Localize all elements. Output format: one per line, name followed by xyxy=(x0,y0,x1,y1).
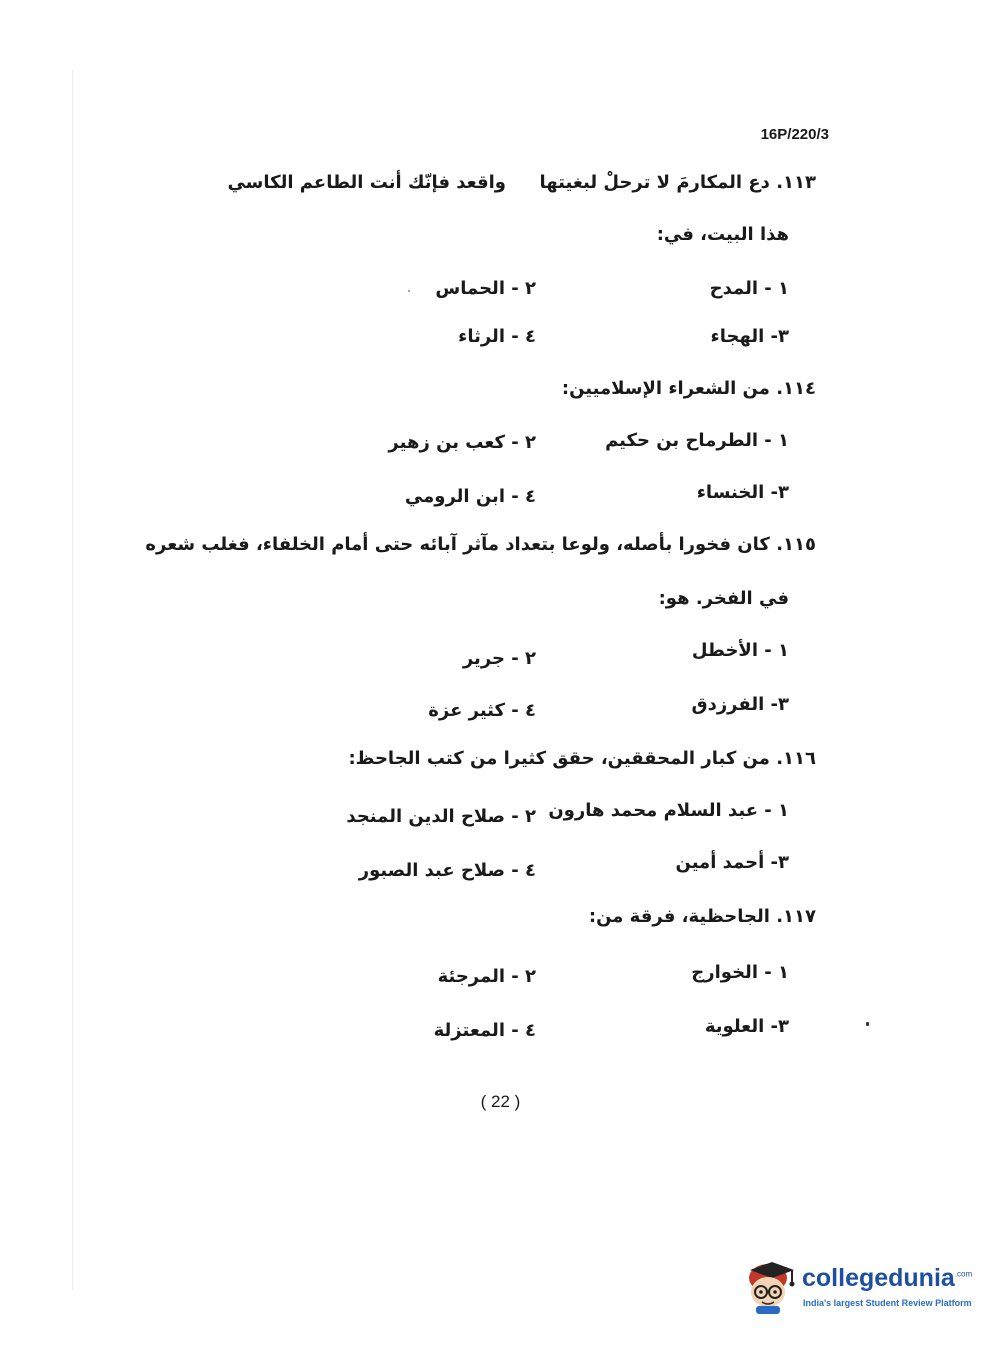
question-116 xyxy=(348,748,816,769)
question-115-sub: في الفخر. هو: xyxy=(658,588,789,609)
question-text: من كبار المحققين، حقق كثيرا من كتب الجاحظ: xyxy=(348,748,770,769)
question-text: كان فخورا بأصله، ولوعا بتعداد مآثر آبائه حتى أمام الخلفاء، فغلب شعره xyxy=(145,534,770,555)
option-1: ١ - الخوارج xyxy=(691,962,789,983)
verse-second-hemistich: واقعد فإنّك أنت الطاعم الكاسي xyxy=(227,172,506,193)
option-3: ٣- العلوية xyxy=(704,1016,789,1037)
option-2: ٢ - الحماس xyxy=(435,278,536,299)
question-114 xyxy=(562,378,816,399)
question-text: الجاحظية، فرقة من: xyxy=(588,906,770,927)
question-number: ١١٤. xyxy=(776,378,816,399)
option-1: ١ - المدح xyxy=(709,278,789,299)
option-3: ٣- أحمد أمين xyxy=(675,852,789,873)
option-2: ٢ - جرير xyxy=(462,648,536,669)
option-4: ٤ - صلاح عبد الصبور xyxy=(358,860,536,881)
question-number: ١١٣. xyxy=(776,172,816,193)
question-115 xyxy=(145,534,816,555)
verse-first-hemistich: دع المكارمَ لا ترحلْ لبغيتها xyxy=(539,172,770,193)
option-2: ٢ - المرجئة xyxy=(437,966,536,987)
question-number: ١١٧. xyxy=(776,906,816,927)
page-number: ( 22 ) xyxy=(480,1092,521,1111)
brand-tagline: India's largest Student Review Platform xyxy=(803,1298,972,1308)
option-3: ٣- الخنساء xyxy=(696,482,789,503)
brand-name: collegedunia$^{.com}$ xyxy=(802,1264,973,1292)
option-3: ٣- الفرزدق xyxy=(691,694,789,715)
option-4: ٤ - ابن الرومي xyxy=(404,486,536,507)
paper-code: 16P/220/3 xyxy=(760,126,829,143)
option-2: ٢ - صلاح الدين المنجد xyxy=(346,806,536,827)
question-text: من الشعراء الإسلاميين: xyxy=(561,378,770,399)
option-4: ٤ - كثير عزة xyxy=(428,700,536,721)
option-3: ٣- الهجاء xyxy=(710,326,789,347)
option-4: ٤ - الرثاء xyxy=(458,326,536,347)
option-1: ١ - عبد السلام محمد هارون xyxy=(548,800,789,821)
question-number: ١١٦. xyxy=(776,748,816,769)
question-117 xyxy=(589,906,816,927)
option-1: ١ - الأخطل xyxy=(691,640,789,661)
option-2: ٢ - كعب بن زهير xyxy=(388,432,536,453)
collegedunia-watermark xyxy=(742,1252,972,1322)
option-1: ١ - الطرماح بن حكيم xyxy=(605,430,789,451)
question-number: ١١٥. xyxy=(776,534,816,555)
question-113-sub: هذا البيت، في: xyxy=(656,224,789,245)
mascot-logo-icon xyxy=(742,1254,800,1316)
question-113 xyxy=(540,172,816,193)
option-4: ٤ - المعتزلة xyxy=(433,1020,536,1041)
scan-speck xyxy=(866,1022,869,1026)
scan-speck xyxy=(408,290,410,292)
